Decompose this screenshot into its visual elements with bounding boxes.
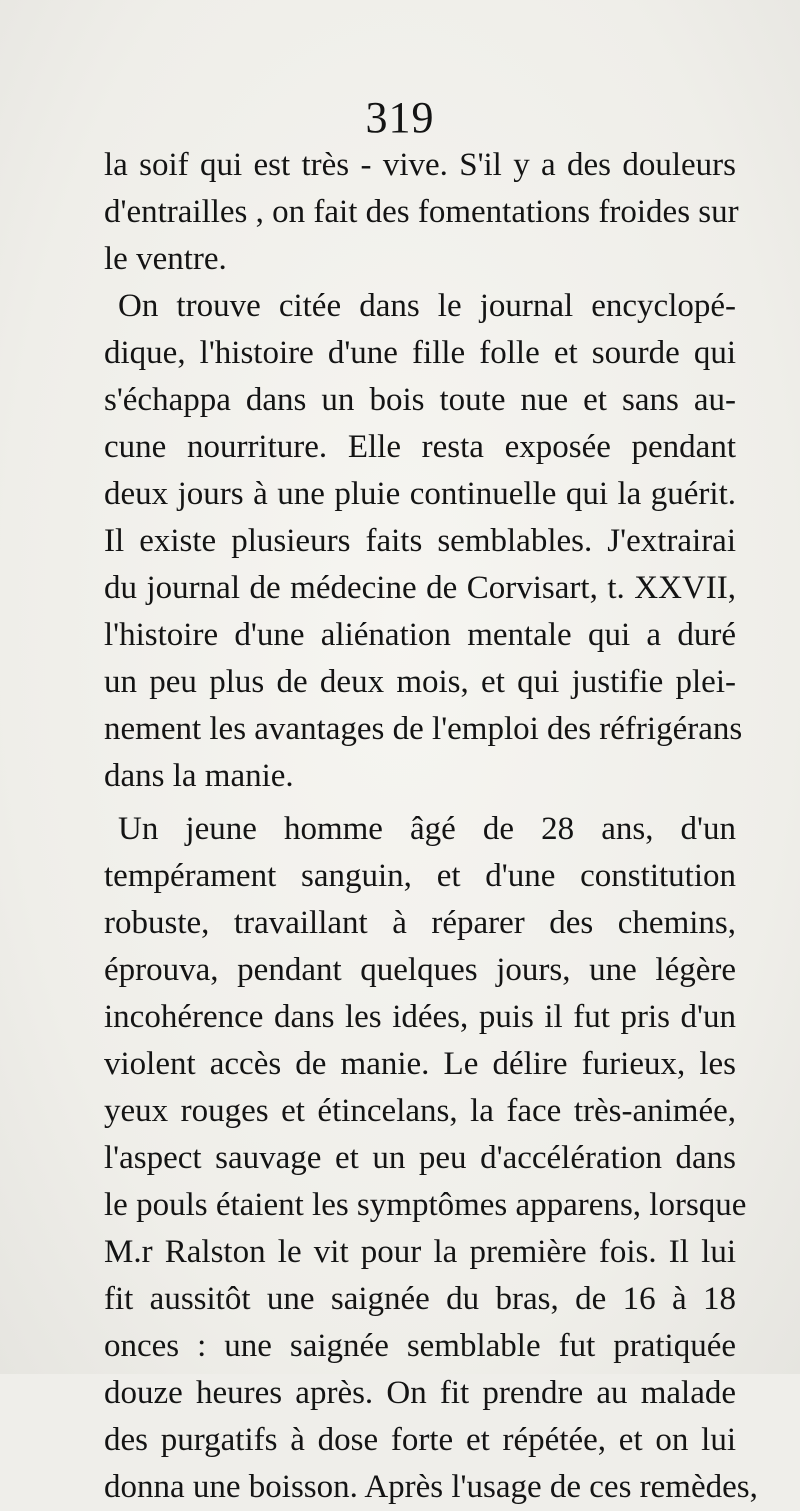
- text-line: onces : une saignée semblable fut pratiquée: [104, 1328, 736, 1364]
- text-line: cune nourriture. Elle resta exposée pendant: [104, 429, 736, 465]
- text-line: un peu plus de deux mois, et qui justifie plei-: [104, 664, 736, 700]
- text-line: l'aspect sauvage et un peu d'accélération dans: [104, 1140, 736, 1176]
- text-line: deux jours à une pluie continuelle qui la guérit.: [104, 476, 736, 512]
- text-line: robuste, travaillant à réparer des chemins,: [104, 905, 736, 941]
- text-line: violent accès de manie. Le délire furieux, les: [104, 1046, 736, 1082]
- body-text: [104, 142, 758, 1511]
- text-line: du journal de médecine de Corvisart, t. XXVII,: [104, 570, 736, 606]
- text-line: le ventre.: [104, 241, 227, 277]
- text-line: Il existe plusieurs faits semblables. J'extrairai: [104, 523, 736, 559]
- text-line: éprouva, pendant quelques jours, une légère: [104, 952, 736, 988]
- text-line: nement les avantages de l'emploi des réfrigérans: [104, 711, 743, 747]
- text-line: l'histoire d'une aliénation mentale qui a duré: [104, 617, 736, 653]
- text-line: dique, l'histoire d'une fille folle et sourde qui: [104, 335, 736, 371]
- text-line: s'échappa dans un bois toute nue et sans au-: [104, 382, 736, 418]
- text-line: dans la manie.: [104, 758, 294, 794]
- text-line: tempérament sanguin, et d'une constitution: [104, 858, 736, 894]
- text-line: donna une boisson. Après l'usage de ces remèdes,: [104, 1469, 758, 1505]
- text-line: incohérence dans les idées, puis il fut pris d'un: [104, 999, 736, 1035]
- text-line: douze heures après. On fit prendre au malade: [104, 1375, 736, 1411]
- text-line: On trouve citée dans le journal encyclopé-: [118, 288, 736, 324]
- page-number: 319: [365, 93, 435, 142]
- text-line: la soif qui est très - vive. S'il y a des douleurs: [104, 147, 736, 183]
- text-line: le pouls étaient les symptômes apparens, lorsque: [104, 1187, 747, 1223]
- text-line: yeux rouges et étincelans, la face très-animée,: [104, 1093, 736, 1129]
- text-line: d'entrailles , on fait des fomentations froides sur: [104, 194, 739, 230]
- text-line: fit aussitôt une saignée du bras, de 16 à 18: [104, 1281, 736, 1317]
- text-line: M.r Ralston le vit pour la première fois. Il lui: [104, 1234, 736, 1270]
- text-line: Un jeune homme âgé de 28 ans, d'un: [118, 811, 736, 847]
- text-line: des purgatifs à dose forte et répétée, et on lui: [104, 1422, 736, 1458]
